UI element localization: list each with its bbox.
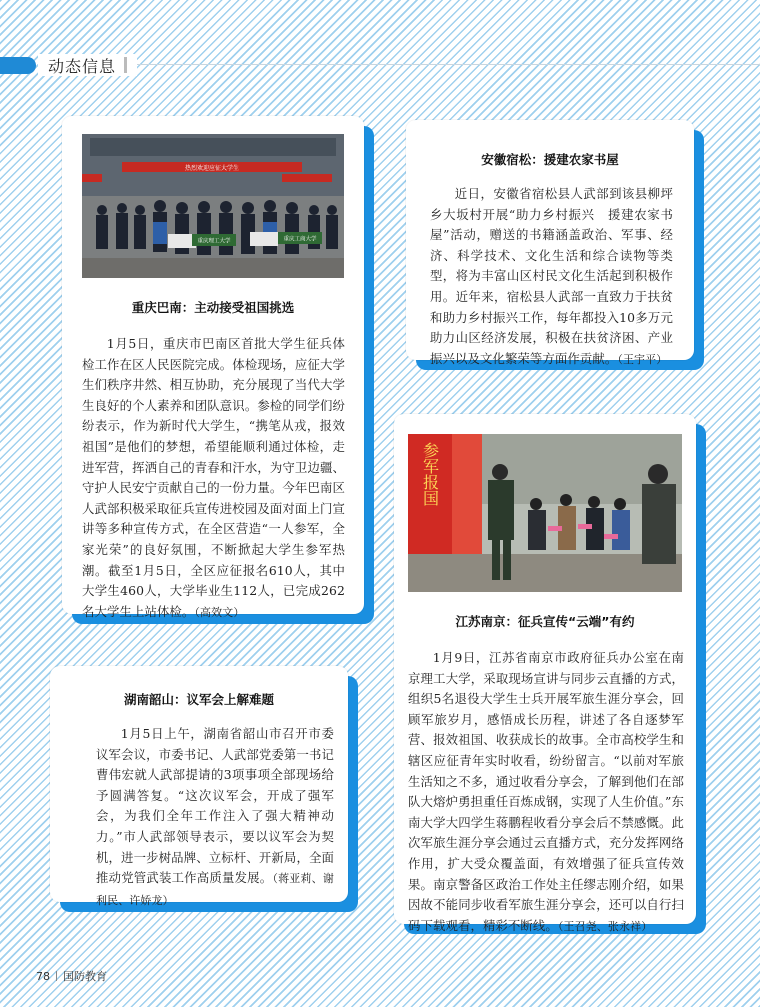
article-title-chongqing: 重庆巴南：主动接受祖国挑选 — [131, 300, 295, 315]
photo-poster-text: 参军报国 — [420, 442, 440, 506]
article-title-hunan: 湖南韶山：议军会上解难题 — [123, 692, 274, 707]
article-card-jiangsu — [394, 414, 696, 933]
soldiers-photo — [408, 434, 682, 592]
article-body-anhui — [430, 184, 673, 370]
header-mark — [124, 57, 127, 73]
article-card-chongqing — [62, 116, 364, 619]
magazine-name: 国防教育 — [63, 970, 107, 983]
article-author-jiangsu: （王召尧、张永祥） — [557, 919, 653, 933]
article-text-chongqing: 1月5日，重庆市巴南区首批大学生征兵体检工作在区人民医院完成。体检现场，应征大学生们秩序井然、相互协助，充分展现了当代大学生良好的个人素养和团队意识。参检的同学们纷纷表示，作为新时代大学生，“携笔从戎，报效祖国”是他们的梦想，希望能顺利通过体检，走进军营，挥洒自己的青春和汗水，为守卫边疆、守护人民安宁贡献自己的一份力量。今年巴南区人武部积极采取征兵宣传进校园及面对面上门宣讲等多种宣传方式，在全区营造“一人参军，全家光荣”的良好氛围，不断掀起大学生参军热潮。截至1月5日，全区应征报名610人，其中大学生460人，大学毕业生112人，已完成262名大学生上站体检。 — [82, 336, 345, 619]
section-header — [0, 54, 760, 76]
header-accent — [0, 57, 36, 74]
article-body-jiangsu — [408, 648, 684, 937]
article-card-hunan — [50, 666, 348, 907]
header-title-wrap — [38, 54, 137, 76]
article-text-jiangsu: 1月9日，江苏省南京市政府征兵办公室在南京理工大学，采取现场宣讲与同步云直播的方式，组织5名退役大学生士兵开展军旅生涯分享会，回顾军旅岁月，感悟成长历程，讲述了各自逐梦军营、报效祖国、收获成长的故事。全市高校学生和辖区应征青年实时收看，纷纷留言。“以前对军旅生活知之不多，通过收看分享会，了解到他们在部队大熔炉勇担重任百炼成钢，实现了人生价值。”东南大学大四学生蒋鹏程收看分享会后不禁感慨。此次军旅生涯分享会通过云直播方式，充分发挥网络作用，扩大受众覆盖面，有效增强了征兵宣传效果。南京警备区政治工作处主任缪志刚介绍，如果因故不能同步收看军旅生涯分享会，还可以自行扫码下载观看，精彩不断线。 — [408, 650, 684, 933]
header-rule — [130, 64, 760, 65]
page-footer — [36, 968, 107, 984]
article-body-chongqing — [82, 334, 345, 623]
photo-sign-2: 重庆工商大学 — [283, 236, 317, 243]
article-card-anhui — [406, 120, 694, 366]
article-photo-chongqing — [82, 134, 344, 278]
photo-sign-1: 重庆理工大学 — [197, 238, 231, 245]
article-author-chongqing: （高效文） — [194, 605, 245, 619]
article-body-hunan — [96, 724, 334, 911]
article-text-hunan: 1月5日上午，湖南省韶山市召开市委议军会议，市委书记、人武部党委第一书记曹伟宏就人武部提请的3项事项全部现场给予圆满答复。“这次议军会，开成了强军会，为我们全年工作注入了强大精神动力。”市人武部领导表示，要以议军会为契机，进一步树品牌、立标杆、开新局，全面推动党管武装工作高质量发展。 — [96, 726, 334, 886]
section-title: 动态信息 — [48, 56, 117, 76]
page-number: 78 — [36, 969, 50, 983]
article-photo-jiangsu — [408, 434, 682, 592]
article-author-hunan: （蒋亚莉、谢利民、许娇龙） — [96, 872, 334, 907]
article-text-anhui: 近日，安徽省宿松县人武部到该县柳坪乡大坂村开展“助力乡村振兴 援建农家书屋”活动，赠送的书籍涵盖政治、军事、经济、科学技术、文化生活和综合读物等类型，将为丰富山区村民文化生活起到积极作用。近年来，宿松县人武部一直致力于扶贫和助力乡村振兴工作，每年都投入10多万元助力山区经济发展，积极在扶贫济困、产业振兴以及文化繁荣等方面作贡献。 — [430, 186, 673, 366]
article-title-anhui: 安徽宿松：援建农家书屋 — [481, 152, 619, 167]
footer-divider — [56, 971, 57, 981]
article-title-jiangsu: 江苏南京：征兵宣传“云端”有约 — [455, 614, 635, 629]
recruits-photo — [82, 134, 344, 278]
article-author-anhui: （王宇平） — [617, 352, 668, 366]
photo-banner-text: 热烈欢迎应征大学生 — [184, 165, 240, 172]
